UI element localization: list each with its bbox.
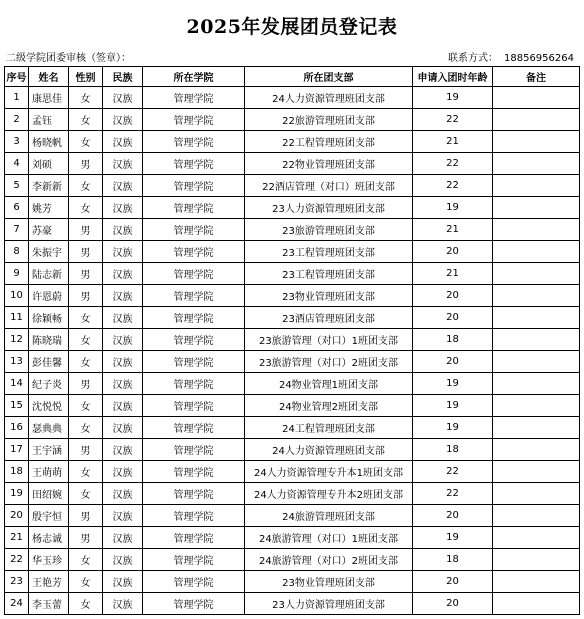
cell-note [493,395,580,417]
cell-college: 管理学院 [143,417,245,439]
cell-age: 20 [413,351,493,373]
contact-phone: 18856956264 [504,53,574,64]
cell-gender: 女 [69,461,103,483]
header-age: 申请入团时年龄 [413,67,493,87]
cell-ethnicity: 汉族 [103,373,143,395]
cell-gender: 女 [69,197,103,219]
cell-college: 管理学院 [143,197,245,219]
cell-college: 管理学院 [143,373,245,395]
table-row [5,175,580,197]
cell-note [493,329,580,351]
cell-ethnicity: 汉族 [103,527,143,549]
cell-no: 16 [5,417,29,439]
cell-age: 19 [413,417,493,439]
cell-college: 管理学院 [143,153,245,175]
cell-branch: 23旅游管理（对口）2班团支部 [245,351,413,373]
cell-ethnicity: 汉族 [103,417,143,439]
table-row [5,351,580,373]
cell-gender: 女 [69,395,103,417]
header-ethnicity: 民族 [103,67,143,87]
table-row [5,285,580,307]
cell-no: 24 [5,593,29,615]
cell-gender: 女 [69,417,103,439]
cell-no: 5 [5,175,29,197]
cell-no: 11 [5,307,29,329]
cell-no: 14 [5,373,29,395]
cell-age: 21 [413,263,493,285]
table-row [5,395,580,417]
cell-name: 华玉珍 [29,549,69,571]
cell-gender: 男 [69,285,103,307]
cell-gender: 男 [69,153,103,175]
cell-ethnicity: 汉族 [103,461,143,483]
cell-name: 刘硕 [29,153,69,175]
cell-note [493,131,580,153]
cell-name: 瑟典典 [29,417,69,439]
cell-age: 20 [413,571,493,593]
table-row [5,549,580,571]
table-row [5,219,580,241]
cell-note [493,483,580,505]
cell-college: 管理学院 [143,175,245,197]
review-signature-label: 二级学院团委审核（签章）： [6,53,131,64]
cell-branch: 24物业管理1班团支部 [245,373,413,395]
cell-name: 陆志新 [29,263,69,285]
cell-no: 23 [5,571,29,593]
cell-college: 管理学院 [143,461,245,483]
cell-branch: 24旅游管理（对口）1班团支部 [245,527,413,549]
cell-age: 20 [413,593,493,615]
cell-name: 殷宇恒 [29,505,69,527]
cell-note [493,307,580,329]
cell-no: 15 [5,395,29,417]
cell-branch: 23人力资源管理班团支部 [245,197,413,219]
header-note: 备注 [493,67,580,87]
table-row [5,439,580,461]
cell-branch: 24旅游管理（对口）2班团支部 [245,549,413,571]
cell-ethnicity: 汉族 [103,219,143,241]
cell-no: 12 [5,329,29,351]
cell-ethnicity: 汉族 [103,109,143,131]
table-row [5,527,580,549]
cell-note [493,439,580,461]
cell-note [493,417,580,439]
cell-branch: 23物业管理班团支部 [245,285,413,307]
registration-table [4,66,580,615]
cell-ethnicity: 汉族 [103,439,143,461]
table-row [5,461,580,483]
cell-age: 19 [413,87,493,109]
cell-name: 陈晓瑞 [29,329,69,351]
cell-ethnicity: 汉族 [103,395,143,417]
cell-college: 管理学院 [143,285,245,307]
table-body [5,87,580,615]
cell-college: 管理学院 [143,549,245,571]
cell-branch: 23人力资源管理班团支部 [245,593,413,615]
cell-college: 管理学院 [143,439,245,461]
table-row [5,417,580,439]
cell-name: 彭佳馨 [29,351,69,373]
header-no: 序号 [5,67,29,87]
cell-college: 管理学院 [143,241,245,263]
cell-name: 纪子炎 [29,373,69,395]
cell-name: 李新新 [29,175,69,197]
cell-college: 管理学院 [143,263,245,285]
cell-college: 管理学院 [143,131,245,153]
cell-ethnicity: 汉族 [103,241,143,263]
table-row [5,263,580,285]
cell-no: 8 [5,241,29,263]
cell-age: 19 [413,197,493,219]
cell-name: 王艳芳 [29,571,69,593]
table-row [5,109,580,131]
cell-no: 3 [5,131,29,153]
cell-note [493,351,580,373]
cell-ethnicity: 汉族 [103,571,143,593]
cell-gender: 女 [69,549,103,571]
table-row [5,153,580,175]
cell-age: 20 [413,307,493,329]
table-row [5,483,580,505]
cell-age: 19 [413,373,493,395]
cell-note [493,373,580,395]
cell-branch: 23旅游管理班团支部 [245,219,413,241]
cell-ethnicity: 汉族 [103,175,143,197]
cell-gender: 男 [69,505,103,527]
cell-note [493,241,580,263]
cell-name: 沈悦悦 [29,395,69,417]
cell-gender: 女 [69,351,103,373]
cell-no: 7 [5,219,29,241]
cell-gender: 女 [69,571,103,593]
cell-branch: 24工程管理班团支部 [245,417,413,439]
cell-no: 4 [5,153,29,175]
table-row [5,329,580,351]
cell-gender: 女 [69,175,103,197]
cell-college: 管理学院 [143,329,245,351]
cell-gender: 女 [69,483,103,505]
table-row [5,131,580,153]
cell-note [493,461,580,483]
contact-label: 联系方式： [448,53,498,64]
contact-info [448,52,574,66]
cell-age: 21 [413,219,493,241]
table-row [5,87,580,109]
cell-note [493,549,580,571]
cell-ethnicity: 汉族 [103,307,143,329]
cell-gender: 男 [69,439,103,461]
cell-gender: 男 [69,373,103,395]
cell-ethnicity: 汉族 [103,505,143,527]
cell-branch: 22物业管理班团支部 [245,153,413,175]
cell-age: 18 [413,329,493,351]
table-row [5,373,580,395]
cell-no: 20 [5,505,29,527]
cell-age: 20 [413,241,493,263]
cell-note [493,109,580,131]
cell-age: 22 [413,483,493,505]
table-row [5,593,580,615]
cell-ethnicity: 汉族 [103,153,143,175]
cell-name: 杨志诚 [29,527,69,549]
header-gender: 性别 [69,67,103,87]
header-name: 姓名 [29,67,69,87]
cell-college: 管理学院 [143,505,245,527]
cell-branch: 24人力资源管理专升本2班团支部 [245,483,413,505]
cell-ethnicity: 汉族 [103,329,143,351]
cell-no: 1 [5,87,29,109]
cell-note [493,197,580,219]
cell-branch: 23酒店管理班团支部 [245,307,413,329]
cell-age: 20 [413,505,493,527]
cell-gender: 男 [69,219,103,241]
cell-gender: 女 [69,593,103,615]
cell-branch: 24人力资源管理班团支部 [245,439,413,461]
cell-age: 22 [413,109,493,131]
cell-ethnicity: 汉族 [103,351,143,373]
cell-branch: 22酒店管理（对口）班团支部 [245,175,413,197]
cell-branch: 23工程管理班团支部 [245,263,413,285]
cell-ethnicity: 汉族 [103,593,143,615]
cell-name: 徐颖畅 [29,307,69,329]
cell-college: 管理学院 [143,307,245,329]
cell-gender: 女 [69,109,103,131]
cell-note [493,153,580,175]
cell-note [493,593,580,615]
cell-age: 18 [413,549,493,571]
cell-branch: 24人力资源管理班团支部 [245,87,413,109]
cell-branch: 22旅游管理班团支部 [245,109,413,131]
cell-name: 杨晓帆 [29,131,69,153]
cell-gender: 女 [69,131,103,153]
cell-gender: 男 [69,263,103,285]
cell-no: 13 [5,351,29,373]
cell-name: 苏豪 [29,219,69,241]
cell-branch: 24物业管理2班团支部 [245,395,413,417]
cell-no: 10 [5,285,29,307]
cell-ethnicity: 汉族 [103,131,143,153]
cell-branch: 23物业管理班团支部 [245,571,413,593]
header-branch: 所在团支部 [245,67,413,87]
cell-age: 22 [413,175,493,197]
cell-name: 姚芳 [29,197,69,219]
cell-college: 管理学院 [143,87,245,109]
cell-college: 管理学院 [143,109,245,131]
cell-gender: 女 [69,307,103,329]
cell-name: 王宇涵 [29,439,69,461]
cell-age: 18 [413,439,493,461]
cell-name: 李玉蕾 [29,593,69,615]
cell-gender: 男 [69,241,103,263]
cell-ethnicity: 汉族 [103,197,143,219]
table-header-row [5,67,580,87]
cell-no: 18 [5,461,29,483]
cell-age: 22 [413,153,493,175]
cell-note [493,285,580,307]
cell-note [493,87,580,109]
document-title: 2025年发展团员登记表 [186,16,398,38]
cell-age: 21 [413,131,493,153]
cell-college: 管理学院 [143,351,245,373]
cell-branch: 24人力资源管理专升本1班团支部 [245,461,413,483]
cell-branch: 23旅游管理（对口）1班团支部 [245,329,413,351]
cell-branch: 22工程管理班团支部 [245,131,413,153]
cell-no: 17 [5,439,29,461]
cell-ethnicity: 汉族 [103,263,143,285]
table-row [5,505,580,527]
cell-ethnicity: 汉族 [103,87,143,109]
table-row [5,197,580,219]
cell-college: 管理学院 [143,395,245,417]
cell-age: 19 [413,527,493,549]
table-row [5,307,580,329]
cell-college: 管理学院 [143,593,245,615]
cell-age: 19 [413,395,493,417]
cell-no: 2 [5,109,29,131]
cell-name: 王萌萌 [29,461,69,483]
cell-college: 管理学院 [143,571,245,593]
cell-note [493,505,580,527]
cell-college: 管理学院 [143,527,245,549]
cell-ethnicity: 汉族 [103,285,143,307]
cell-note [493,175,580,197]
cell-note [493,219,580,241]
cell-name: 许恩蔚 [29,285,69,307]
cell-college: 管理学院 [143,219,245,241]
header-college: 所在学院 [143,67,245,87]
cell-gender: 男 [69,527,103,549]
cell-no: 22 [5,549,29,571]
cell-note [493,263,580,285]
cell-name: 朱振宇 [29,241,69,263]
cell-name: 康思佳 [29,87,69,109]
cell-note [493,527,580,549]
cell-gender: 女 [69,87,103,109]
cell-age: 22 [413,461,493,483]
cell-name: 孟钰 [29,109,69,131]
cell-name: 田绍婉 [29,483,69,505]
cell-no: 9 [5,263,29,285]
cell-branch: 24旅游管理班团支部 [245,505,413,527]
cell-ethnicity: 汉族 [103,483,143,505]
cell-no: 6 [5,197,29,219]
meta-row [6,52,578,66]
cell-ethnicity: 汉族 [103,549,143,571]
cell-gender: 女 [69,329,103,351]
cell-branch: 23工程管理班团支部 [245,241,413,263]
cell-college: 管理学院 [143,483,245,505]
table-row [5,571,580,593]
cell-age: 20 [413,285,493,307]
table-row [5,241,580,263]
cell-no: 19 [5,483,29,505]
cell-note [493,571,580,593]
cell-no: 21 [5,527,29,549]
